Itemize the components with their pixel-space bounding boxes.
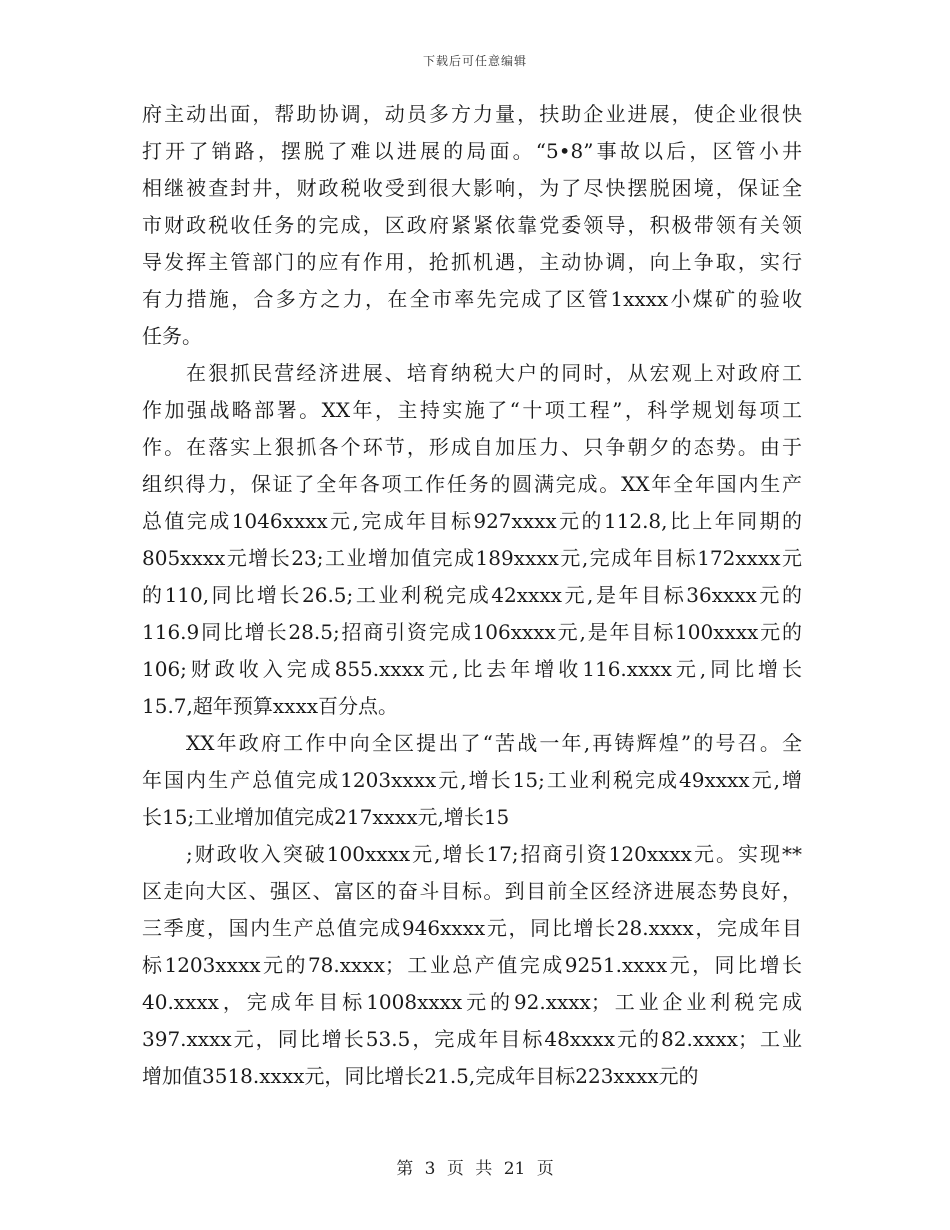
paragraph-3 bbox=[142, 725, 802, 836]
text-line: 106;财政收入完成855.xxxx元,比去年增收116.xxxx元,同比增长 bbox=[142, 657, 802, 681]
text-line: 总值完成1046xxxx元,完成年目标927xxxx元的112.8,比上年同期的 bbox=[142, 509, 802, 533]
page-footer: 第 3 页 共 21 页 bbox=[396, 1159, 554, 1179]
text-line: 在狠抓民营经济进展、培育纳税大户的同时，从宏观上对政府工 bbox=[186, 361, 802, 385]
text-line: 增加值3518.xxxx元，同比增长21.5,完成年目标223xxxx元的 bbox=[142, 1064, 699, 1088]
text-line: 府主动出面，帮助协调，动员多方力量，扶助企业进展，使企业很快 bbox=[142, 102, 802, 126]
text-line: 40.xxxx，完成年目标1008xxxx元的92.xxxx；工业企业利税完成 bbox=[142, 990, 802, 1014]
text-line: 15.7,超年预算xxxx百分点。 bbox=[142, 694, 399, 718]
text-line: ;财政收入突破100xxxx元,增长17;招商引资120xxxx元。实现** bbox=[186, 842, 802, 866]
text-line: 区走向大区、强区、富区的奋斗目标。到目前全区经济进展态势良好， bbox=[142, 879, 802, 903]
text-line: 作。在落实上狠抓各个环节，形成自加压力、只争朝夕的态势。由于 bbox=[142, 435, 802, 459]
text-line: 长15;工业增加值完成217xxxx元,增长15 bbox=[142, 805, 510, 829]
paragraph-4 bbox=[142, 836, 802, 1095]
text-line: 导发挥主管部门的应有作用，抢抓机遇，主动协调，向上争取，实行 bbox=[142, 250, 802, 274]
paragraph-2 bbox=[142, 355, 802, 725]
text-line: 打开了销路，摆脱了难以进展的局面。“5•8”事故以后，区管小井 bbox=[142, 139, 802, 163]
text-line: 的110,同比增长26.5;工业利税完成42xxxx元,是年目标36xxxx元的 bbox=[142, 583, 802, 607]
text-line: 任务。 bbox=[142, 324, 202, 348]
page-header: 下载后可任意编辑 bbox=[422, 54, 527, 68]
text-line: 116.9同比增长28.5;招商引资完成106xxxx元,是年目标100xxxx元的 bbox=[142, 620, 802, 644]
text-line: 三季度，国内生产总值完成946xxxx元，同比增长28.xxxx，完成年目 bbox=[142, 916, 802, 940]
document-body bbox=[142, 96, 802, 1095]
text-line: 组织得力，保证了全年各项工作任务的圆满完成。XX年全年国内生产 bbox=[142, 472, 802, 496]
text-line: XX年政府工作中向全区提出了“苦战一年,再铸辉煌”的号召。全 bbox=[186, 731, 802, 755]
text-line: 标1203xxxx元的78.xxxx；工业总产值完成9251.xxxx元，同比增长 bbox=[142, 953, 802, 977]
text-line: 397.xxxx元，同比增长53.5，完成年目标48xxxx元的82.xxxx；工业 bbox=[142, 1027, 802, 1051]
text-line: 年国内生产总值完成1203xxxx元,增长15;工业利税完成49xxxx元,增 bbox=[142, 768, 802, 792]
text-line: 有力措施，合多方之力，在全市率先完成了区管1xxxx小煤矿的验收 bbox=[142, 287, 802, 311]
text-line: 作加强战略部署。XX年，主持实施了“十项工程”，科学规划每项工 bbox=[142, 398, 802, 422]
text-line: 市财政税收任务的完成，区政府紧紧依靠党委领导，积极带领有关领 bbox=[142, 213, 802, 237]
text-line: 相继被查封井，财政税收受到很大影响，为了尽快摆脱困境，保证全 bbox=[142, 176, 802, 200]
paragraph-1 bbox=[142, 96, 802, 355]
text-line: 805xxxx元增长23;工业增加值完成189xxxx元,完成年目标172xxxx元 bbox=[142, 546, 802, 570]
